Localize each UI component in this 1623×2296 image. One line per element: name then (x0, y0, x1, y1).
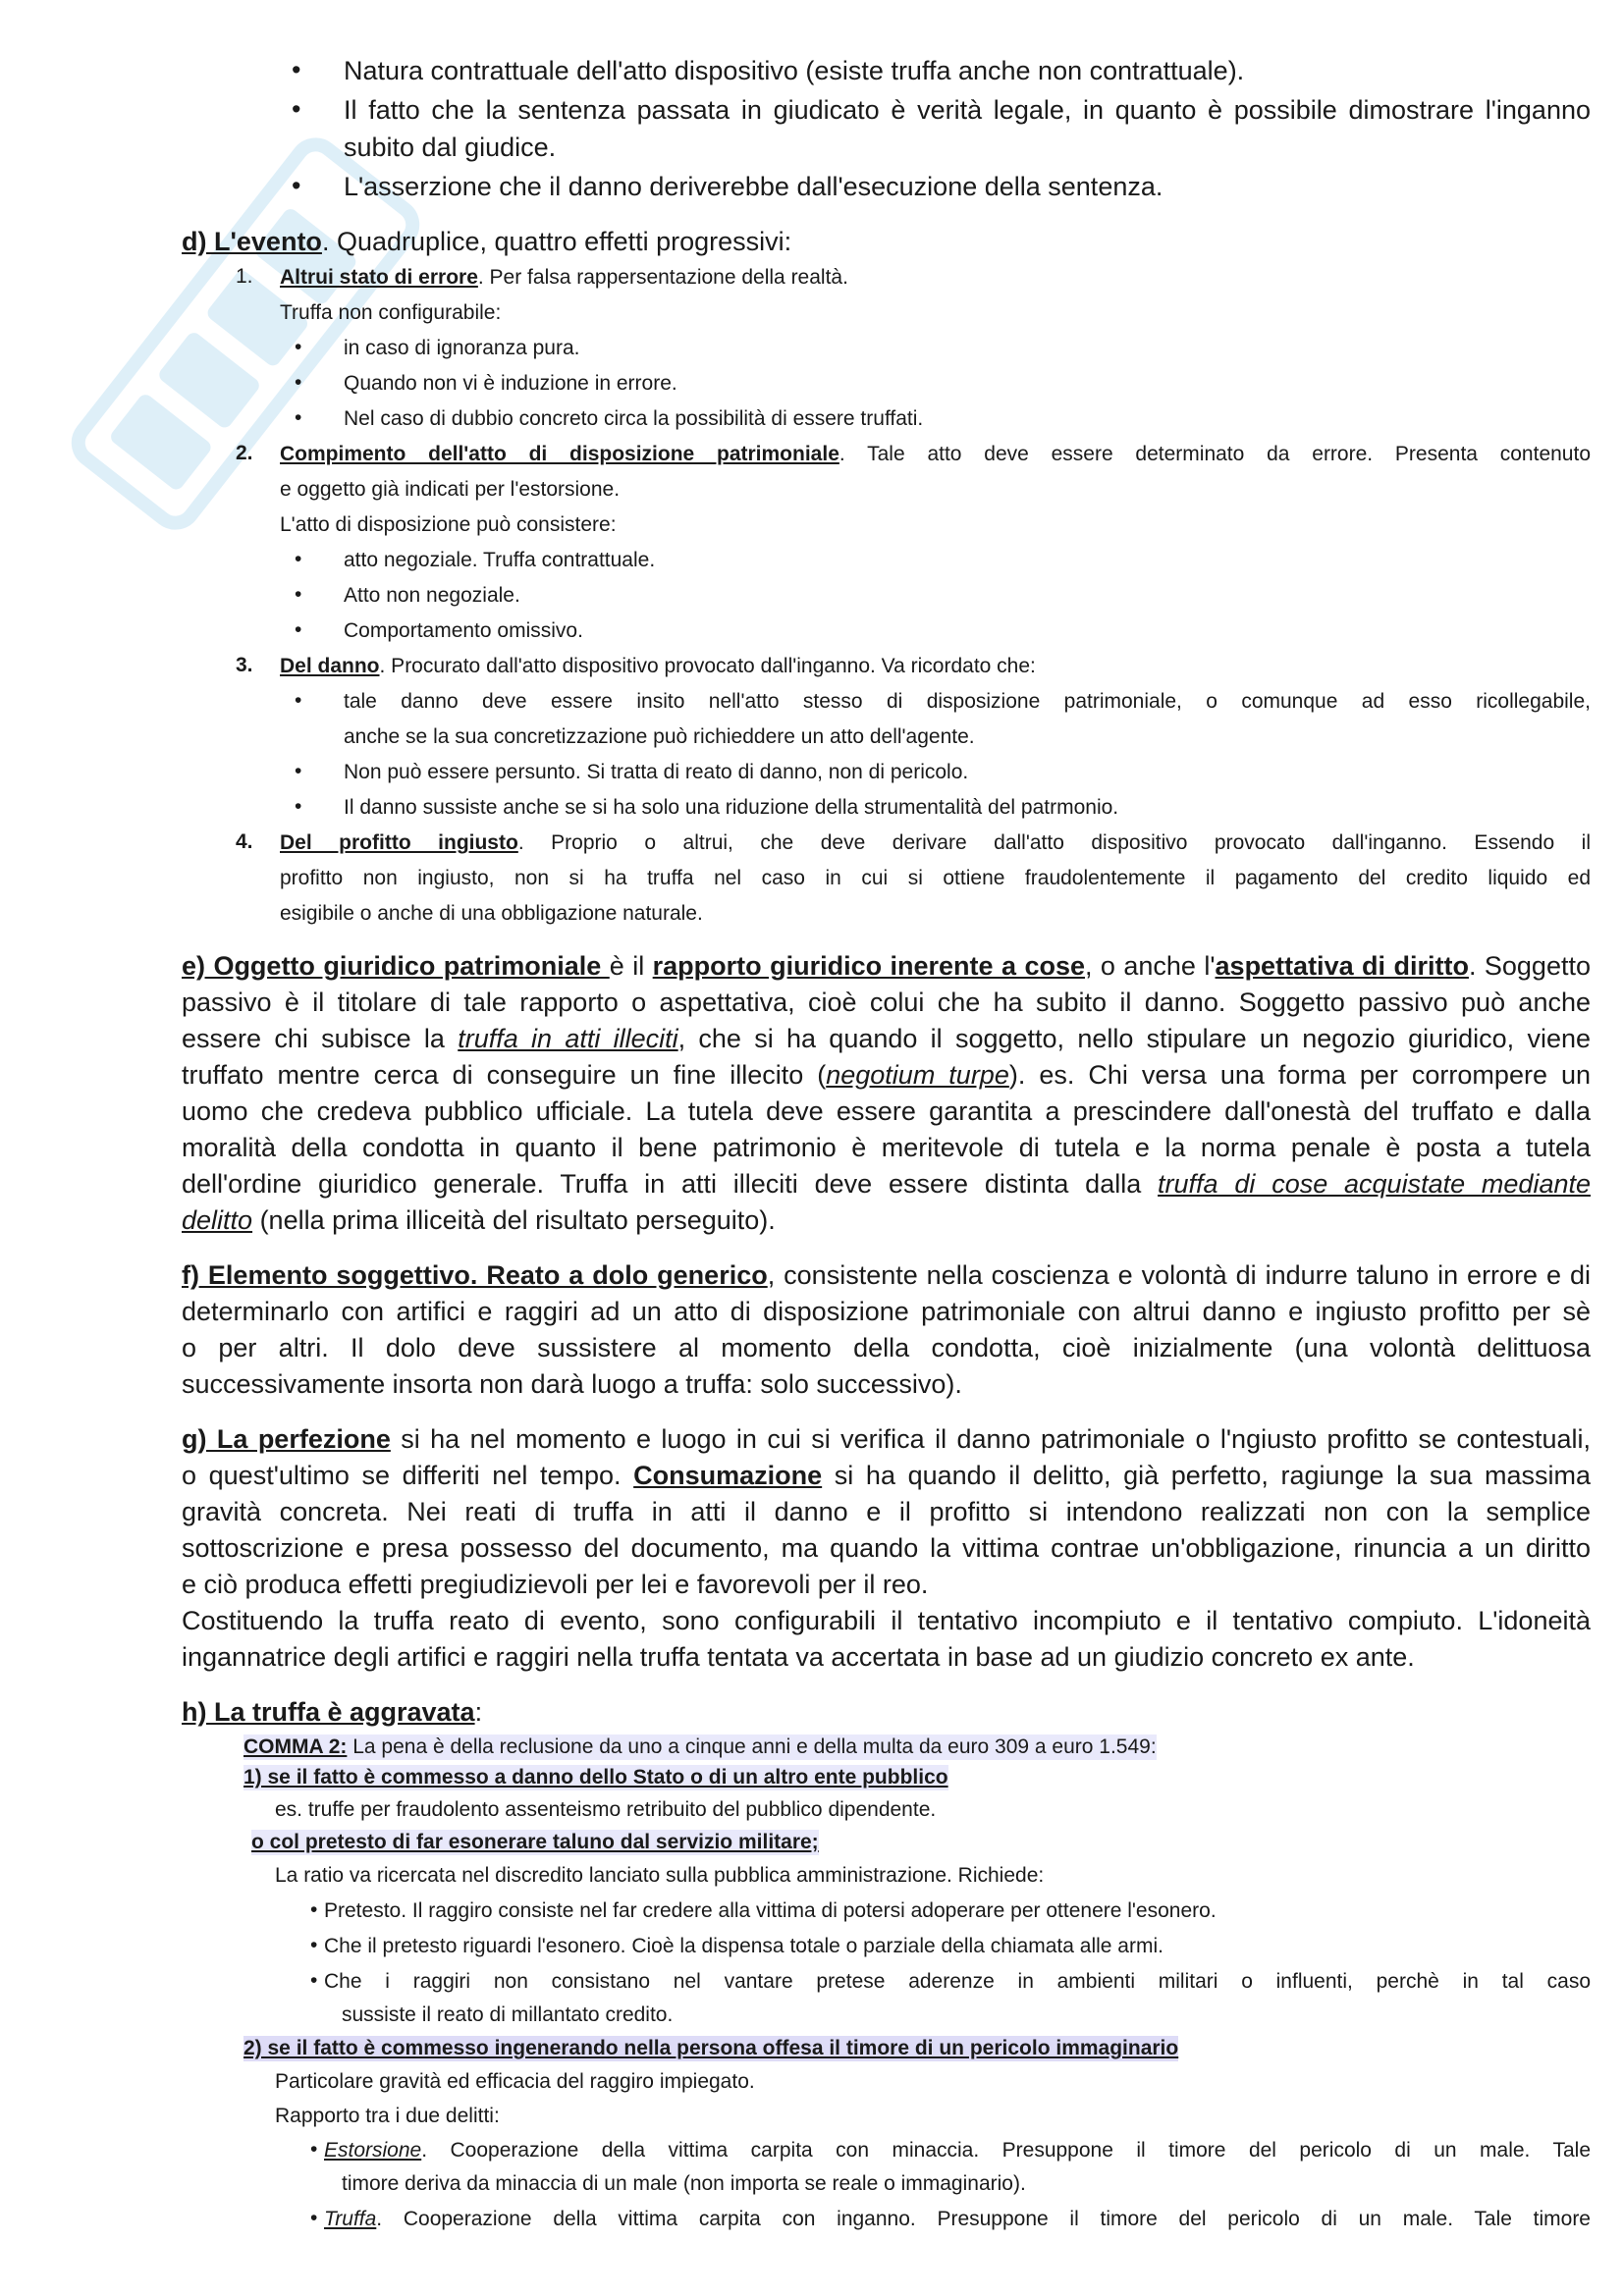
list-item: Non può essere persunto. Si tratta di reato di danno, non di pericolo. (344, 761, 969, 783)
section-f-line: successivamente insorta non darà luogo a truffa: solo successivo). (182, 1369, 962, 1399)
bullet-marker: • (295, 371, 302, 394)
ratio-line: La ratio va ricercata nel discredito lanciato sulla pubblica amministrazione. Richiede: (275, 1864, 1045, 1887)
bullet-marker: • (295, 618, 302, 641)
top-bullet-1: Natura contrattuale dell'atto dispositivo (esiste truffa anche non contrattuale). (344, 56, 1245, 85)
d-item-4-cont: esigibile o anche di una obbligazione naturale. (280, 902, 703, 925)
d-item-2-cont: e oggetto già indicati per l'estorsione. (280, 478, 621, 501)
aggravante-1: 1) se il fatto è commesso a danno dello Stato o di un altro ente pubblico (243, 1765, 948, 1790)
section-h-heading: h) La truffa è aggravata: (182, 1697, 483, 1727)
requirement-item: Pretesto. Il raggiro consiste nel far credere alla vittima di potersi adoperare per ottenere l'esonero. (324, 1899, 1217, 1922)
section-g-line: o quest'ultimo se differiti nel tempo. Consumazione si ha quando il delitto, già perfetto, ragiunge la sua massima (182, 1461, 1591, 1490)
d-item-1: Altrui stato di errore. Per falsa rappersentazione della realtà. (280, 266, 848, 289)
section-f-line: determinarlo con artifici e raggiri ad un atto di disposizione patrimoniale con altrui danno e ingiusto profitto per sè (182, 1297, 1591, 1326)
section-d-heading: d) L'evento. Quadruplice, quattro effetti progressivi: (182, 227, 792, 256)
section-g-line: g) La perfezione si ha nel momento e luogo in cui si verifica il danno patrimoniale o l'ngiusto profitto se contestuali, (182, 1424, 1591, 1454)
top-bullet-2: Il fatto che la sentenza passata in giudicato è verità legale, in quanto è possibile dimostrare l'inganno (344, 95, 1591, 125)
bullet-marker: • (295, 583, 302, 606)
list-number: 4. (236, 830, 253, 853)
list-item: Il danno sussiste anche se si ha solo una riduzione della strumentalità del patrmonio. (344, 796, 1119, 819)
top-bullet-2-cont: subito dal giudice. (344, 133, 557, 162)
list-item-cont: anche se la sua concretizzazione può richieddere un atto dell'agente. (344, 725, 975, 748)
bullet-marker: • (310, 2138, 318, 2161)
section-e-line: delitto (nella prima illiceità del risultato perseguito). (182, 1205, 776, 1235)
bullet-marker: • (295, 795, 302, 818)
section-e-line: e) Oggetto giuridico patrimoniale è il rapporto giuridico inerente a cose, o anche l'aspettativa di diritto. Soggetto (182, 951, 1591, 981)
section-e-line: essere chi subisce la truffa in atti illeciti, che si ha quando il soggetto, nello stipulare un negozio giuridico, viene (182, 1024, 1592, 1053)
section-e-line: passivo è il titolare di tale rapporto o aspettativa, cioè colui che ha subito il danno. Soggetto passivo può anche (182, 988, 1591, 1017)
section-g-line: sottoscrizione e presa possesso del documento, ma quando la vittima contrae un'obbligazione, rinuncia a un diritto (182, 1533, 1591, 1563)
top-bullet-3: L'asserzione che il danno deriverebbe dall'esecuzione della sentenza. (344, 172, 1163, 201)
list-item: Comportamento omissivo. (344, 619, 583, 642)
bullet-marker: • (292, 171, 301, 200)
section-e-line: truffato mentre cerca di conseguire un fine illecito (negotium turpe). es. Chi versa una forma per corrompere un (182, 1060, 1591, 1090)
bullet-marker: • (310, 1898, 318, 1921)
section-g-line: ingannatrice degli artifici e raggiri nella truffa tentata va accertata in base ad un giudizio concreto ex ante. (182, 1642, 1415, 1672)
bullet-marker: • (310, 1934, 318, 1956)
bullet-marker: • (295, 406, 302, 429)
bullet-marker: • (295, 548, 302, 570)
list-number: 2. (236, 442, 253, 464)
aggravante-2: 2) se il fatto è commesso ingenerando nella persona offesa il timore di un pericolo immaginario (243, 2036, 1178, 2061)
aggravante-2-text: Rapporto tra i due delitti: (275, 2105, 500, 2127)
list-item: in caso di ignoranza pura. (344, 337, 580, 359)
bullet-marker: • (310, 2207, 318, 2229)
section-f-line: f) Elemento soggettivo. Reato a dolo generico, consistente nella coscienza e volontà di indurre taluno in errore e di (182, 1260, 1591, 1290)
bullet-marker: • (295, 336, 302, 358)
section-g-line: gravità concreta. Nei reati di truffa in atti il danno e il profitto si intendono realizzati non con la semplice (182, 1497, 1591, 1526)
list-number: 3. (236, 654, 253, 676)
aggravante-1-example: es. truffe per fraudolento assenteismo retribuito del pubblico dipendente. (275, 1798, 937, 1821)
d-item-4-cont: profitto non ingiusto, non si ha truffa nel caso in cui si ottiene fraudolentemente il pagamento del credito liquido ed (280, 867, 1591, 889)
comparison-item: Estorsione. Cooperazione della vittima carpita con minaccia. Presuppone il timore del pericolo di un male. Tale (324, 2139, 1591, 2162)
comma-2-line: COMMA 2: La pena è della reclusione da uno a cinque anni e della multa da euro 309 a euro 1.549: (243, 1735, 1157, 1760)
section-e-line: moralità della condotta in quanto il bene patrimonio è meritevole di tutela e la norma penale è posta a tutela (182, 1133, 1591, 1162)
d-item-2: Compimento dell'atto di disposizione patrimoniale. Tale atto deve essere determinato da errore. Presenta contenuto (280, 443, 1591, 465)
section-g-line: Costituendo la truffa reato di evento, sono configurabili il tentativo incompiuto e il tentativo compiuto. L'idoneità (182, 1606, 1591, 1635)
requirement-item: Che il pretesto riguardi l'esonero. Cioè la dispensa totale o parziale della chiamata alle armi. (324, 1935, 1163, 1957)
bullet-marker: • (310, 1969, 318, 1992)
aggravante-1b: o col pretesto di far esonerare taluno dal servizio militare; (251, 1830, 819, 1855)
list-item: tale danno deve essere insito nell'atto stesso di disposizione patrimoniale, o comunque ad esso ricollegabile, (344, 690, 1591, 713)
list-item: Quando non vi è induzione in errore. (344, 372, 677, 395)
d-item-3: Del danno. Procurato dall'atto dispositivo provocato dall'inganno. Va ricordato che: (280, 655, 1036, 677)
bullet-marker: • (295, 689, 302, 712)
aggravante-2-text: Particolare gravità ed efficacia del raggiro impiegato. (275, 2070, 755, 2093)
list-number: 1. (236, 265, 253, 288)
section-g-line: e ciò produca effetti pregiudizievoli per lei e favorevoli per il reo. (182, 1570, 929, 1599)
section-e-line: uomo che credeva pubblico ufficiale. La tutela deve essere garantita a prescindere dall'onestà del truffato e dalla (182, 1096, 1591, 1126)
comparison-item-cont: timore deriva da minaccia di un male (non importa se reale o immaginario). (342, 2172, 1026, 2195)
bullet-marker: • (292, 94, 301, 124)
bullet-marker: • (292, 55, 301, 84)
comparison-item: Truffa. Cooperazione della vittima carpita con inganno. Presuppone il timore del pericolo di un male. Tale timore (324, 2208, 1591, 2230)
d-item-2-sub: L'atto di disposizione può consistere: (280, 513, 617, 536)
bullet-marker: • (295, 760, 302, 782)
list-item: atto negoziale. Truffa contrattuale. (344, 549, 656, 571)
list-item: Nel caso di dubbio concreto circa la possibilità di essere truffati. (344, 407, 924, 430)
section-f-line: o per altri. Il dolo deve sussistere al momento della condotta, cioè inizialmente (una volontà delittuosa (182, 1333, 1591, 1362)
d-item-4: Del profitto ingiusto. Proprio o altrui, che deve derivare dall'atto dispositivo provocato dall'inganno. Essendo il (280, 831, 1591, 854)
section-e-line: dell'ordine giuridico generale. Truffa in atti illeciti deve essere distinta dalla truffa di cose acquistate mediante (182, 1169, 1591, 1199)
d-item-1-sub: Truffa non configurabile: (280, 301, 502, 324)
requirement-item-cont: sussiste il reato di millantato credito. (342, 2003, 674, 2026)
requirement-item: Che i raggiri non consistano nel vantare pretese aderenze in ambienti militari o influenti, perchè in tal caso (324, 1970, 1591, 1993)
list-item: Atto non negoziale. (344, 584, 520, 607)
